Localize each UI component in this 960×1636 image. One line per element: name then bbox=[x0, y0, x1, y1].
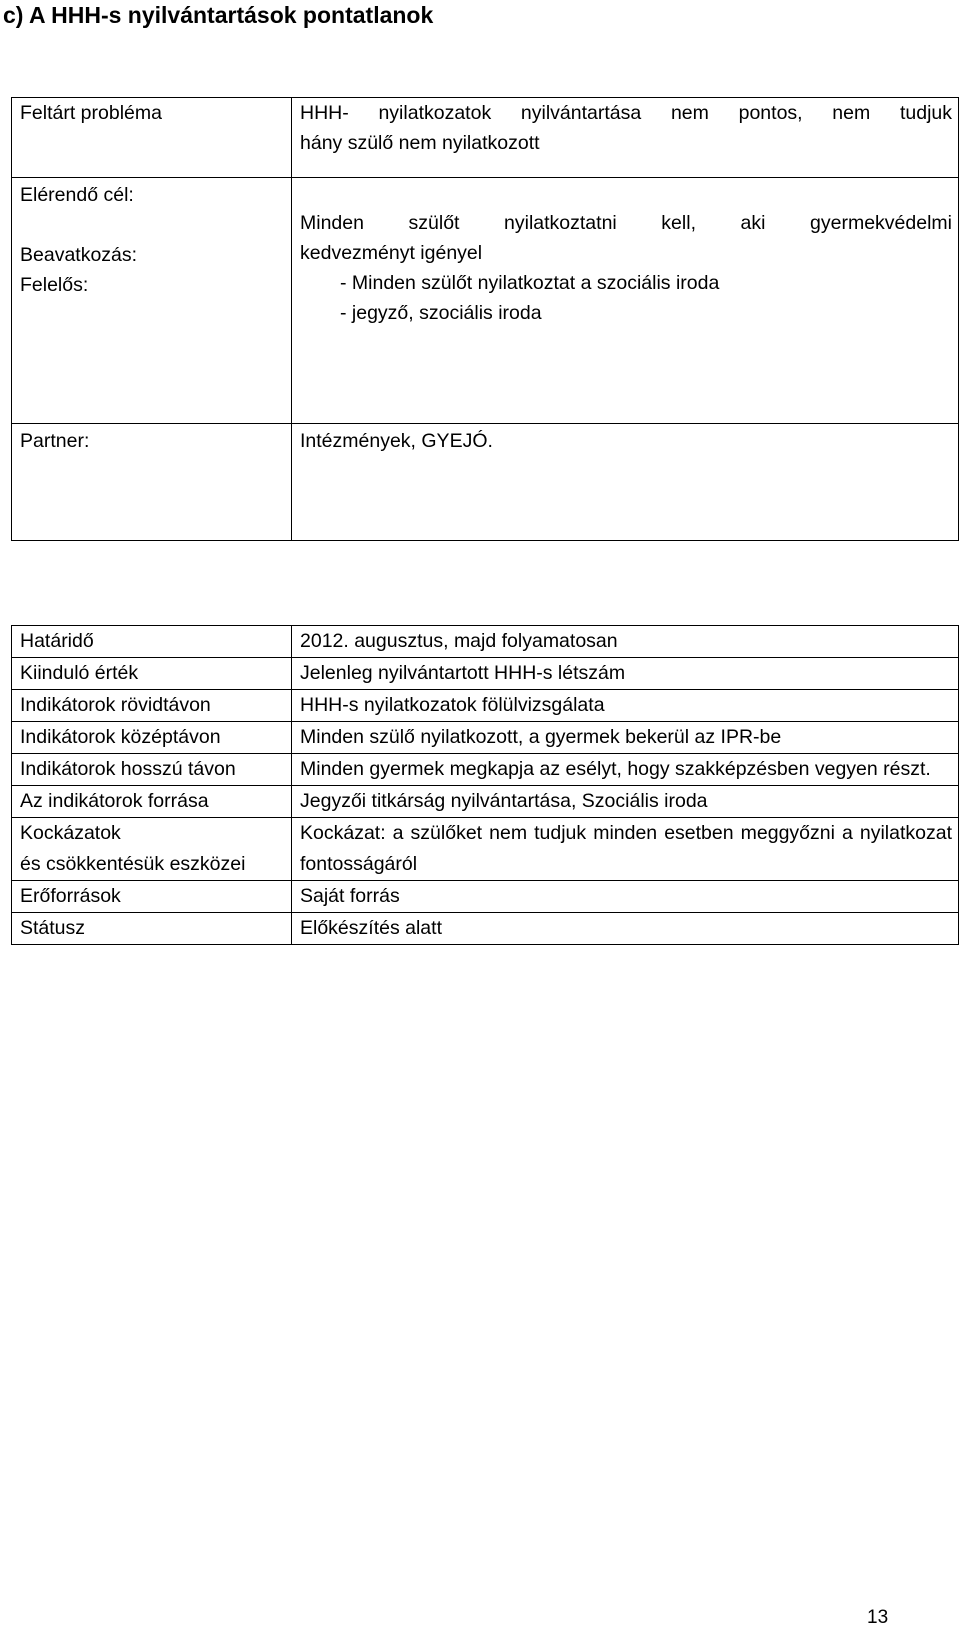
row-value: HHH- nyilatkozatok nyilvántartása nem pontos, nem tudjuk hány szülő nem nyilatkozott bbox=[292, 98, 959, 178]
row-value: 2012. augusztus, majd folyamatosan bbox=[292, 626, 959, 658]
table-row bbox=[12, 913, 959, 945]
table-row bbox=[12, 818, 959, 881]
table-row bbox=[12, 754, 959, 786]
table-row bbox=[12, 658, 959, 690]
table-row bbox=[12, 690, 959, 722]
row-label-line: Kockázatok bbox=[20, 822, 121, 844]
row-label: Státusz bbox=[12, 913, 292, 945]
row-label: Indikátorok középtávon bbox=[12, 722, 292, 754]
intervention-value: - Minden szülőt nyilatkoztat a szociális iroda bbox=[340, 272, 720, 294]
row-label: Határidő bbox=[12, 626, 292, 658]
row-label: Kiinduló érték bbox=[12, 658, 292, 690]
row-value-group bbox=[292, 178, 959, 424]
table-row bbox=[12, 178, 959, 424]
table-row bbox=[12, 786, 959, 818]
row-label: Beavatkozás: bbox=[20, 244, 138, 266]
table-row bbox=[12, 722, 959, 754]
table-row bbox=[12, 98, 959, 178]
details-table bbox=[11, 625, 959, 945]
row-label: Indikátorok hosszú távon bbox=[12, 754, 292, 786]
row-value: Jelenleg nyilvántartott HHH-s létszám bbox=[292, 658, 959, 690]
page-number: 13 bbox=[867, 1607, 889, 1628]
row-value: HHH-s nyilatkozatok fölülvizsgálata bbox=[292, 690, 959, 722]
row-label: Partner: bbox=[12, 424, 292, 541]
row-value: Jegyzői titkárság nyilvántartása, Szociális iroda bbox=[292, 786, 959, 818]
row-value: Előkészítés alatt bbox=[292, 913, 959, 945]
row-label: Feltárt probléma bbox=[12, 98, 292, 178]
row-value: Minden gyermek megkapja az esélyt, hogy szakképzésben vegyen részt. bbox=[292, 754, 959, 786]
row-label: Az indikátorok forrása bbox=[12, 786, 292, 818]
section-heading: c) A HHH-s nyilvántartások pontatlanok bbox=[3, 2, 434, 28]
goal-line-2: kedvezményt igényel bbox=[300, 242, 483, 264]
problem-value-cont: hány szülő nem nyilatkozott bbox=[300, 132, 540, 154]
goal-line-1: Minden szülőt nyilatkoztatni kell, aki gyermekvédelmi bbox=[300, 212, 952, 234]
row-label: Elérendő cél: bbox=[20, 184, 134, 206]
row-label bbox=[12, 818, 292, 881]
row-value: Kockázat: a szülőket nem tudjuk minden esetben meggyőzni a nyilatkozat fontosságáról bbox=[292, 818, 959, 881]
row-label-line: és csökkentésük eszközei bbox=[20, 853, 246, 875]
row-label: Felelős: bbox=[20, 274, 89, 296]
row-label-group bbox=[12, 178, 292, 424]
table-row bbox=[12, 424, 959, 541]
responsible-value: - jegyző, szociális iroda bbox=[340, 302, 542, 324]
table-row bbox=[12, 881, 959, 913]
problem-table bbox=[11, 97, 959, 541]
row-value: Saját forrás bbox=[292, 881, 959, 913]
row-label: Erőforrások bbox=[12, 881, 292, 913]
row-value: Minden szülő nyilatkozott, a gyermek bekerül az IPR-be bbox=[292, 722, 959, 754]
row-label: Indikátorok rövidtávon bbox=[12, 690, 292, 722]
row-value: Intézmények, GYEJÓ. bbox=[292, 424, 959, 541]
table-row bbox=[12, 626, 959, 658]
